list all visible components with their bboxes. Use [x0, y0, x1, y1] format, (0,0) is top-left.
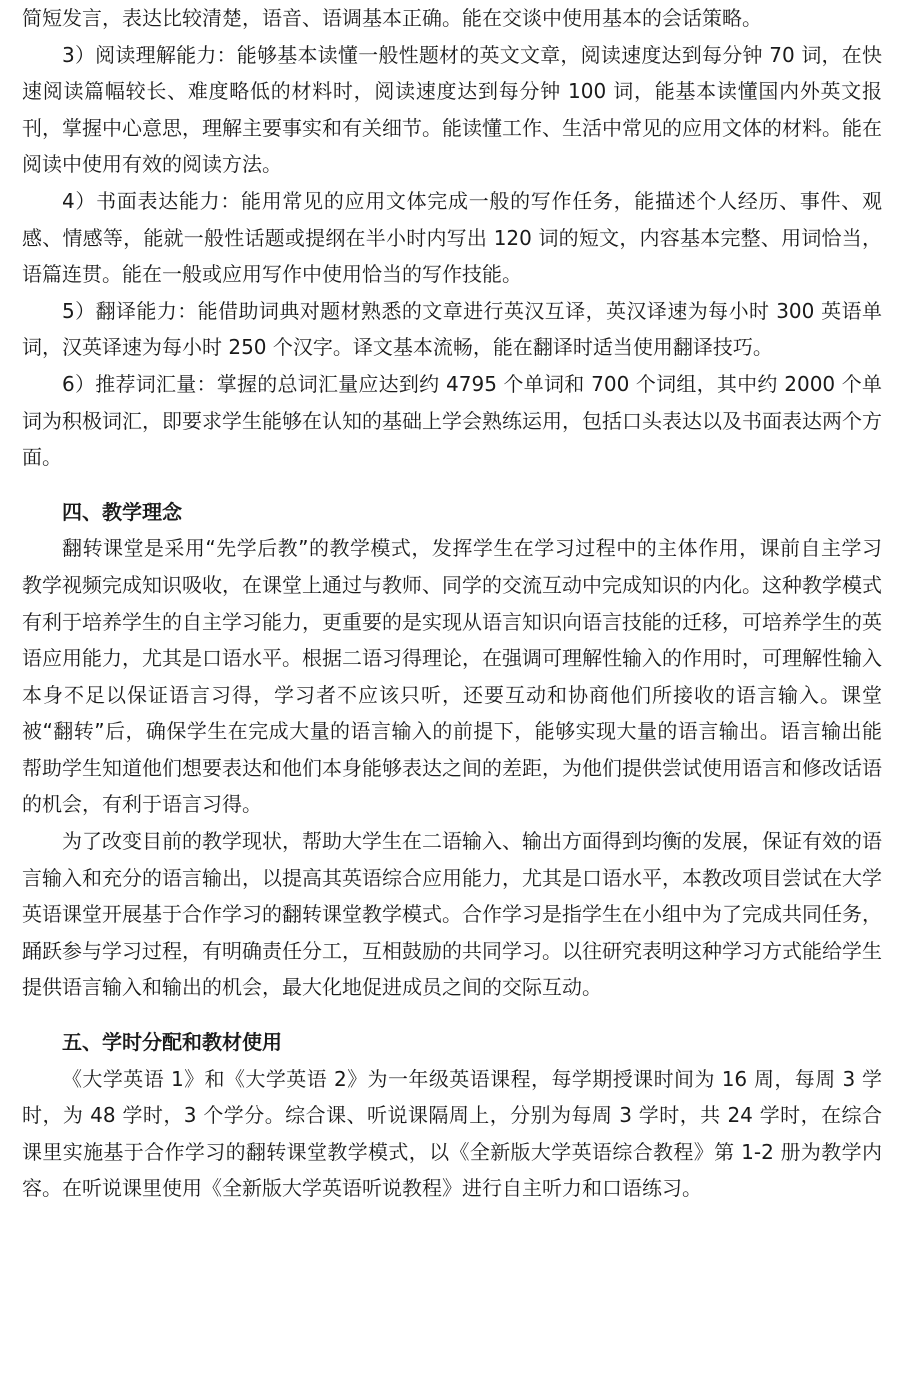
- section-gap: [22, 476, 882, 494]
- paragraph-reading-ability: 3）阅读理解能力：能够基本读懂一般性题材的英文文章，阅读速度达到每分钟 70 词，在快速阅读篇幅较长、难度略低的材料时，阅读速度达到每分钟 100 词，能基本读懂国内外英文报刊，掌握中心意思，理解主要事实和有关细节。能读懂工作、生活中常见的应用文体的材料。能在阅读中使用有效的阅读方法。: [22, 42, 882, 177]
- paragraph-cooperative-learning: 为了改变目前的教学现状，帮助大学生在二语输入、输出方面得到均衡的发展，保证有效的语言输入和充分的语言输出，以提高其英语综合应用能力，尤其是口语水平，本教改项目尝试在大学英语课堂开展基于合作学习的翻转课堂教学模式。合作学习是指学生在小组中为了完成共同任务，踊跃参与学习过程，有明确责任分工，互相鼓励的共同学习。以往研究表明这种学习方式能给学生提供语言输入和输出的机会，最大化地促进成员之间的交际互动。: [22, 829, 882, 1000]
- section-gap: [22, 1006, 882, 1024]
- paragraph-vocabulary: 6）推荐词汇量：掌握的总词汇量应达到约 4795 个单词和 700 个词组，其中约 2000 个单词为积极词汇，即要求学生能够在认知的基础上学会熟练运用，包括口头表达以及书面表达两个方面。: [22, 371, 882, 470]
- paragraph-writing-ability: 4）书面表达能力：能用常见的应用文体完成一般的写作任务，能描述个人经历、事件、观感、情感等，能就一般性话题或提纲在半小时内写出 120 词的短文，内容基本完整、用词恰当，语篇连贯。能在一般或应用写作中使用恰当的写作技能。: [22, 188, 882, 287]
- paragraph-translation-ability: 5）翻译能力：能借助词典对题材熟悉的文章进行英汉互译，英汉译速为每小时 300 英语单词，汉英译速为每小时 250 个汉字。译文基本流畅，能在翻译时适当使用翻译技巧。: [22, 298, 882, 360]
- paragraph-speaking-end: 简短发言，表达比较清楚，语音、语调基本正确。能在交谈中使用基本的会话策略。: [22, 6, 762, 30]
- section-heading-hours-and-textbooks: 五、学时分配和教材使用: [62, 1030, 282, 1055]
- paragraph-course-hours: 《大学英语 1》和《大学英语 2》为一年级英语课程，每学期授课时间为 16 周，每周 3 学时，为 48 学时，3 个学分。综合课、听说课隔周上，分别为每周 3 学时，共 24 学时，在综合课里实施基于合作学习的翻转课堂教学模式，以《全新版大学英语综合教程》第 1-2 册为教学内容。在听说课里使用《全新版大学英语听说教程》进行自主听力和口语练习。: [22, 1066, 882, 1201]
- paragraph-flipped-classroom: 翻转课堂是采用“先学后教”的教学模式，发挥学生在学习过程中的主体作用，课前自主学习教学视频完成知识吸收，在课堂上通过与教师、同学的交流互动中完成知识的内化。这种教学模式有利于培养学生的自主学习能力，更重要的是实现从语言知识向语言技能的迁移，可培养学生的英语应用能力，尤其是口语水平。根据二语习得理论，在强调可理解性输入的作用时，可理解性输入本身不足以保证语言习得，学习者不应该只听，还要互动和协商他们所接收的语言输入。课堂被“翻转”后，确保学生在完成大量的语言输入的前提下，能够实现大量的语言输出。语言输出能帮助学生知道他们想要表达和他们本身能够表达之间的差距，为他们提供尝试使用语言和修改话语的机会，有利于语言习得。: [22, 536, 882, 817]
- section-heading-teaching-philosophy: 四、教学理念: [62, 499, 182, 524]
